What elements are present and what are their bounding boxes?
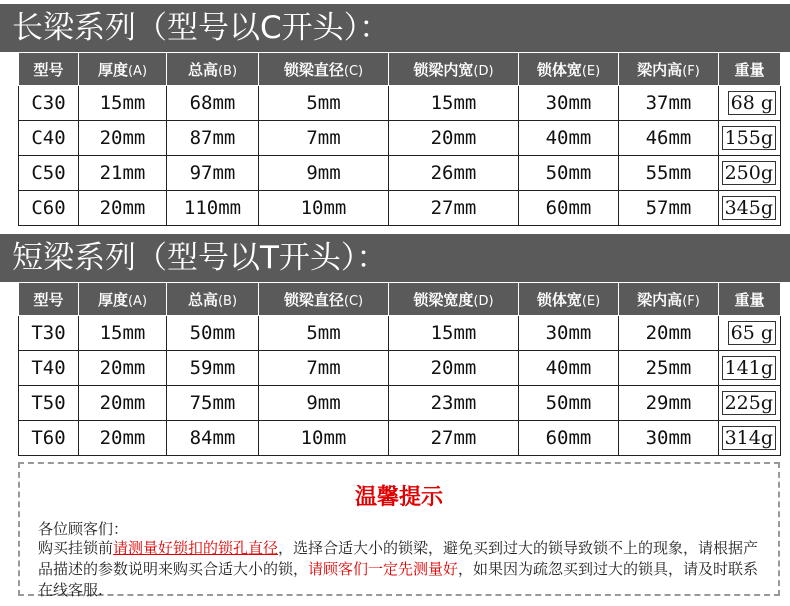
tips-text: 购买挂锁前 bbox=[38, 539, 114, 557]
column-header-unit: (F) bbox=[682, 293, 700, 309]
column-header-label: 型号 bbox=[33, 60, 64, 79]
spec-cell: 40mm bbox=[519, 351, 619, 386]
spec-cell: 9mm bbox=[259, 386, 389, 421]
table-row bbox=[19, 351, 781, 386]
tips-text: ，如果因为疏忽买到过大的锁具，请及时联系在线客服. bbox=[38, 560, 759, 599]
column-header-label: 锁梁直径 bbox=[283, 290, 344, 309]
weight-value: 65 g bbox=[728, 321, 776, 345]
spec-cell: 30mm bbox=[619, 421, 719, 456]
spec-cell: 60mm bbox=[519, 191, 619, 226]
column-header-unit: (C) bbox=[343, 63, 364, 79]
spec-cell: 20mm bbox=[79, 351, 167, 386]
column-header-unit: (B) bbox=[217, 63, 238, 79]
column-header-unit: (B) bbox=[217, 293, 238, 309]
spec-cell: 27mm bbox=[389, 421, 519, 456]
spec-cell: 20mm bbox=[79, 191, 167, 226]
column-header-label: 厚度 bbox=[97, 290, 128, 309]
long-series-title: 长梁系列（型号以C开头）： bbox=[0, 4, 790, 52]
table-row bbox=[19, 421, 781, 456]
spec-cell: 20mm bbox=[619, 316, 719, 351]
column-header-label: 锁体宽 bbox=[536, 60, 582, 79]
column-header-label: 总高 bbox=[187, 60, 218, 79]
model-cell: T50 bbox=[19, 386, 79, 421]
spec-cell: 20mm bbox=[389, 121, 519, 156]
spec-cell: 29mm bbox=[619, 386, 719, 421]
weight-value: 141g bbox=[722, 356, 776, 380]
model-cell: C40 bbox=[19, 121, 79, 156]
model-cell: C50 bbox=[19, 156, 79, 191]
column-header bbox=[519, 53, 619, 86]
spec-cell: 10mm bbox=[259, 421, 389, 456]
spec-cell: 37mm bbox=[619, 86, 719, 121]
weight-cell bbox=[719, 386, 781, 421]
weight-value: 345g bbox=[722, 196, 776, 220]
spec-cell: 7mm bbox=[259, 351, 389, 386]
column-header bbox=[719, 283, 781, 316]
weight-cell bbox=[719, 86, 781, 121]
spec-cell: 15mm bbox=[389, 86, 519, 121]
short-series-table bbox=[18, 282, 781, 456]
column-header-label: 锁体宽 bbox=[536, 290, 582, 309]
weight-value: 68 g bbox=[728, 91, 776, 115]
column-header-unit: (E) bbox=[581, 63, 601, 79]
model-cell: C60 bbox=[19, 191, 79, 226]
spec-cell: 20mm bbox=[389, 351, 519, 386]
table-body bbox=[19, 316, 781, 456]
table-header-row bbox=[19, 53, 781, 86]
spec-cell: 15mm bbox=[79, 316, 167, 351]
tips-highlight: 请测量好锁扣的锁孔直径 bbox=[113, 539, 279, 557]
spec-cell: 20mm bbox=[79, 421, 167, 456]
warm-tips-body bbox=[38, 538, 768, 601]
weight-cell bbox=[719, 351, 781, 386]
warm-tips-title: 温馨提示 bbox=[354, 485, 443, 510]
column-header bbox=[167, 53, 259, 86]
spec-cell: 26mm bbox=[389, 156, 519, 191]
spec-cell: 110mm bbox=[167, 191, 259, 226]
spec-cell: 25mm bbox=[619, 351, 719, 386]
spec-cell: 40mm bbox=[519, 121, 619, 156]
column-header bbox=[79, 283, 167, 316]
tips-text: ，选择合适大小的锁梁，避免买到过大的锁导致锁不上的现象，请根据产品描述的参数说明来购买合适大小的锁， bbox=[38, 539, 759, 578]
spec-cell: 50mm bbox=[519, 386, 619, 421]
column-header bbox=[719, 53, 781, 86]
column-header bbox=[259, 283, 389, 316]
spec-cell: 75mm bbox=[167, 386, 259, 421]
table-header-row bbox=[19, 283, 781, 316]
column-header-unit: (A) bbox=[127, 293, 148, 309]
weight-cell bbox=[719, 156, 781, 191]
column-header bbox=[19, 283, 79, 316]
column-header bbox=[259, 53, 389, 86]
column-header-unit: (C) bbox=[343, 293, 364, 309]
weight-cell bbox=[719, 421, 781, 456]
weight-value: 250g bbox=[722, 161, 776, 185]
spec-cell: 21mm bbox=[79, 156, 167, 191]
model-cell: T30 bbox=[19, 316, 79, 351]
table-row bbox=[19, 86, 781, 121]
spec-cell: 87mm bbox=[167, 121, 259, 156]
long-series-table bbox=[18, 52, 781, 226]
column-header-label: 锁梁内宽 bbox=[413, 60, 474, 79]
spec-cell: 59mm bbox=[167, 351, 259, 386]
short-series-title: 短梁系列（型号以T开头）： bbox=[0, 234, 790, 282]
column-header bbox=[619, 53, 719, 86]
table-row bbox=[19, 386, 781, 421]
spec-cell: 46mm bbox=[619, 121, 719, 156]
column-header-label: 梁内高 bbox=[637, 60, 683, 79]
spec-cell: 30mm bbox=[519, 86, 619, 121]
model-cell: T40 bbox=[19, 351, 79, 386]
spec-cell: 15mm bbox=[389, 316, 519, 351]
spec-cell: 30mm bbox=[519, 316, 619, 351]
spec-cell: 7mm bbox=[259, 121, 389, 156]
weight-cell bbox=[719, 316, 781, 351]
warm-tips-greeting: 各位顾客们： bbox=[38, 520, 129, 538]
column-header bbox=[519, 283, 619, 316]
weight-value: 225g bbox=[722, 391, 776, 415]
spec-cell: 50mm bbox=[519, 156, 619, 191]
spec-cell: 27mm bbox=[389, 191, 519, 226]
column-header bbox=[619, 283, 719, 316]
table-row bbox=[19, 121, 781, 156]
spec-cell: 5mm bbox=[259, 316, 389, 351]
column-header-unit: (D) bbox=[473, 293, 494, 309]
spec-cell: 15mm bbox=[79, 86, 167, 121]
spec-cell: 23mm bbox=[389, 386, 519, 421]
table-row bbox=[19, 316, 781, 351]
weight-value: 314g bbox=[722, 426, 776, 450]
column-header-label: 型号 bbox=[33, 290, 64, 309]
spec-cell: 5mm bbox=[259, 86, 389, 121]
warm-tips-box bbox=[18, 462, 780, 599]
column-header-label: 梁内高 bbox=[637, 290, 683, 309]
column-header-label: 厚度 bbox=[97, 60, 128, 79]
column-header-label: 重量 bbox=[734, 290, 765, 309]
column-header-label: 锁梁直径 bbox=[283, 60, 344, 79]
column-header bbox=[389, 53, 519, 86]
column-header-label: 重量 bbox=[734, 60, 765, 79]
table-row bbox=[19, 191, 781, 226]
tips-highlight: 请顾客们一定先测量好 bbox=[308, 560, 459, 578]
weight-value: 155g bbox=[722, 126, 776, 150]
spec-cell: 20mm bbox=[79, 386, 167, 421]
spec-cell: 10mm bbox=[259, 191, 389, 226]
column-header-label: 总高 bbox=[187, 290, 218, 309]
spec-cell: 57mm bbox=[619, 191, 719, 226]
spec-cell: 9mm bbox=[259, 156, 389, 191]
weight-cell bbox=[719, 121, 781, 156]
model-cell: T60 bbox=[19, 421, 79, 456]
column-header-unit: (E) bbox=[581, 293, 601, 309]
column-header-label: 锁梁宽度 bbox=[413, 290, 474, 309]
weight-cell bbox=[719, 191, 781, 226]
spec-cell: 97mm bbox=[167, 156, 259, 191]
column-header bbox=[19, 53, 79, 86]
column-header-unit: (A) bbox=[127, 63, 148, 79]
model-cell: C30 bbox=[19, 86, 79, 121]
column-header-unit: (F) bbox=[682, 63, 700, 79]
spec-cell: 60mm bbox=[519, 421, 619, 456]
spec-cell: 84mm bbox=[167, 421, 259, 456]
column-header bbox=[167, 283, 259, 316]
spec-cell: 55mm bbox=[619, 156, 719, 191]
spec-cell: 20mm bbox=[79, 121, 167, 156]
table-row bbox=[19, 156, 781, 191]
column-header bbox=[79, 53, 167, 86]
spec-cell: 68mm bbox=[167, 86, 259, 121]
column-header-unit: (D) bbox=[473, 63, 494, 79]
column-header bbox=[389, 283, 519, 316]
table-body bbox=[19, 86, 781, 226]
spec-cell: 50mm bbox=[167, 316, 259, 351]
